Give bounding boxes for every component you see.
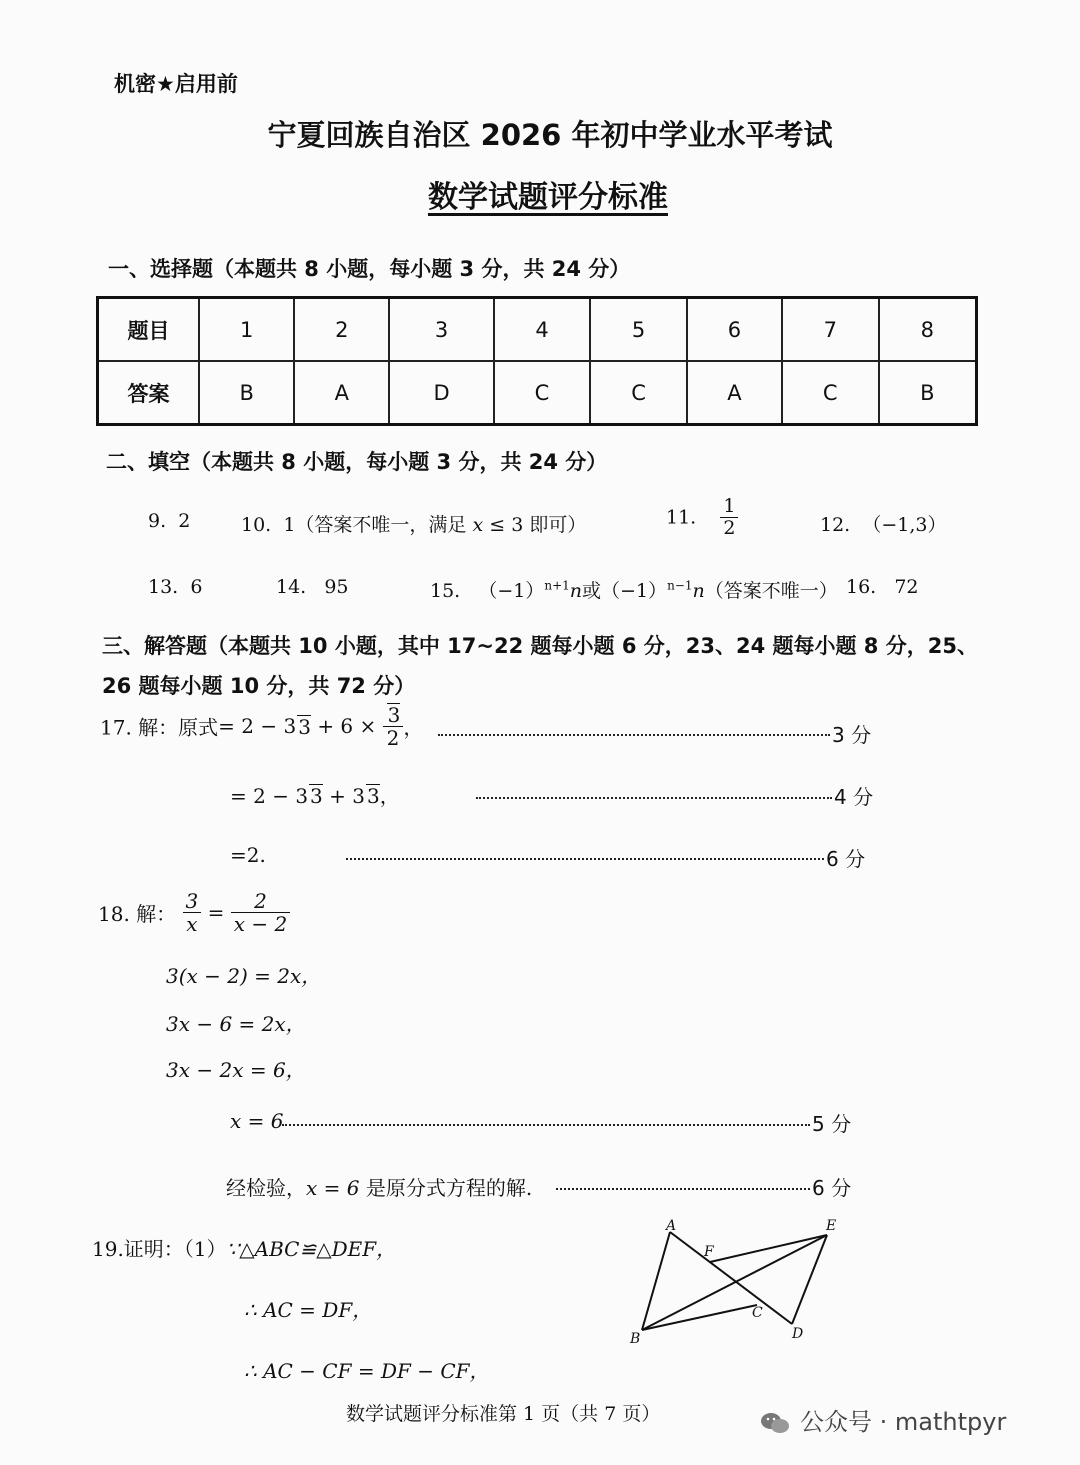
q17-line1: 17. 解：原式= 2 − 3 3 + 6 × $\frac{3}{2}$ ， [100, 703, 424, 750]
fill-answer-14: 14. 95 [276, 576, 349, 598]
q18-line1: 18. 解： $\frac{3}{x}$ = $\frac{2}{x - 2}$ [98, 890, 290, 935]
question-cell: 6 [687, 298, 782, 362]
fraction: $\frac{1}{2}$ [720, 496, 738, 539]
score-dots [282, 1124, 810, 1126]
answer-row [98, 361, 977, 425]
question-cell: 4 [494, 298, 591, 362]
q19-line2: ∴ AC = DF， [244, 1298, 373, 1322]
fill-answer-16: 16. 72 [846, 576, 919, 598]
fill-answer-10: 10. 1（答案不唯一，满足 x ≤ 3 即可） [241, 514, 587, 536]
fraction: $\frac{2}{x - 2}$ [231, 890, 290, 935]
label-a: A [666, 1218, 677, 1234]
question-cell: 8 [879, 298, 977, 362]
section3-heading: 三、解答题（本题共 10 小题，其中 17~22 题每小题 6 分，23、24 题每小题 8 分，25、26 题每小题 10 分，共 72 分） [102, 634, 978, 698]
question-cell: 3 [389, 298, 493, 362]
label-b: B [630, 1331, 641, 1347]
answer-cell: D [389, 361, 493, 425]
label-c: C [752, 1305, 763, 1321]
q19-line1: 19.证明：（1）∵△ABC≌△DEF， [92, 1237, 397, 1261]
question-cell: 7 [782, 298, 879, 362]
fill-answer-13: 13. 6 [148, 576, 203, 598]
q18-line2: 3(x − 2) = 2x， [166, 964, 322, 988]
score-dots [346, 858, 824, 860]
score-label: 6 分 [812, 1176, 852, 1200]
fill-answer-11: 11. $\frac{1}{2}$ [666, 496, 738, 539]
exam-title: 宁夏回族自治区 2026 年初中学业水平考试 [267, 118, 833, 152]
wechat-icon [760, 1412, 790, 1434]
geometry-diagram [620, 1210, 850, 1350]
score-label: 3 分 [832, 723, 872, 747]
answer-cell: B [879, 361, 977, 425]
score-label: 4 分 [834, 785, 874, 809]
label-f: F [704, 1244, 714, 1260]
score-dots [476, 797, 832, 799]
q17-line3: =2. [230, 843, 266, 867]
answer-cell: A [687, 361, 782, 425]
q18-line6: 经检验，x = 6 是原分式方程的解. [226, 1176, 533, 1200]
question-cell: 2 [294, 298, 389, 362]
row-head-answer: 答案 [98, 361, 200, 425]
answer-cell: B [199, 361, 294, 425]
page-footer: 数学试题评分标准第 1 页（共 7 页） [346, 1403, 661, 1425]
answer-cell: C [494, 361, 591, 425]
answer-cell: A [294, 361, 389, 425]
document-subtitle: 数学试题评分标准 [428, 180, 668, 215]
q18-line4: 3x − 2x = 6， [166, 1058, 306, 1082]
answer-cell: C [590, 361, 687, 425]
answer-cell: C [782, 361, 879, 425]
section1-heading: 一、选择题（本题共 8 小题，每小题 3 分，共 24 分） [108, 257, 631, 281]
fill-answer-9: 9. 2 [148, 510, 191, 532]
question-row [98, 298, 977, 362]
q19-line3: ∴ AC − CF = DF − CF， [244, 1359, 490, 1383]
fill-answer-15: 15. $(-1)^{n+1}n$或$(-1)^{n-1}n$（答案不唯一） [430, 578, 838, 602]
q17-line2: = 2 − 3 3 + 3 3， [230, 784, 400, 808]
answer-table [96, 296, 978, 426]
score-dots [556, 1188, 810, 1190]
q18-line3: 3x − 6 = 2x， [166, 1012, 306, 1036]
section2-heading: 二、填空（本题共 8 小题，每小题 3 分，共 24 分） [106, 450, 608, 474]
label-d: D [792, 1326, 804, 1342]
fraction: $\frac{3}{2}$ [383, 703, 404, 749]
row-head-question: 题目 [98, 298, 200, 362]
score-dots [438, 734, 830, 736]
wechat-watermark: 公众号 · mathtpyr [760, 1402, 1006, 1437]
label-e: E [826, 1218, 837, 1234]
fill-answer-12: 12. （−1,3） [820, 514, 947, 536]
question-cell: 5 [590, 298, 687, 362]
q18-line5: x = 6 [230, 1109, 284, 1133]
question-cell: 1 [199, 298, 294, 362]
fraction: $\frac{3}{x}$ [183, 890, 202, 935]
score-label: 6 分 [826, 847, 866, 871]
confidential-label: 机密★启用前 [114, 72, 238, 96]
score-label: 5 分 [812, 1112, 852, 1136]
